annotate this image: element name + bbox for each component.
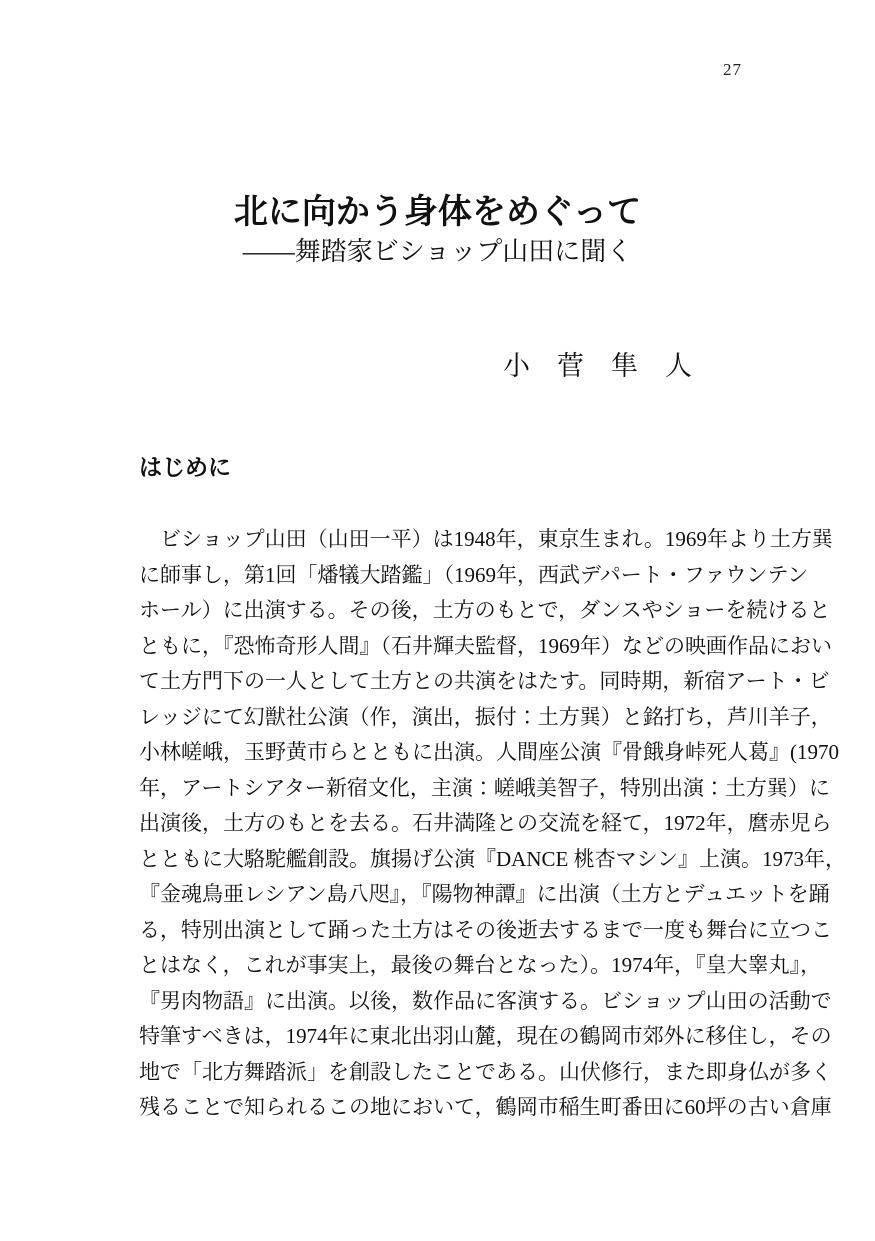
document-title: 北に向かう身体をめぐって xyxy=(233,193,642,231)
body-line: 地で「北方舞踏派」を創設したことである。山伏修行，また即身仏が多く xyxy=(139,1059,832,1084)
body-line: 残ることで知られるこの地において，鶴岡市稲生町番田に60坪の古い倉庫 xyxy=(139,1095,832,1119)
section-heading-hajimeni: はじめに xyxy=(139,454,231,480)
body-line: ともに，『恐怖奇形人間』（石井輝夫監督，1969年）などの映画作品におい xyxy=(139,633,832,658)
body-line: 小林嵯峨，玉野黄市らとともに出演。人間座公演『骨餓身峠死人葛』(1970 xyxy=(139,740,839,764)
body-line: て土方門下の一人として土方との共演をはたす。同時期，新宿アート・ビ xyxy=(139,669,830,693)
body-line: ビショップ山田（山田一平）は1948年，東京生まれ。1969年より土方巽 xyxy=(139,527,833,551)
body-line: とはなく，これが事実上，最後の舞台となった）。1974年，『皇大睾丸』， xyxy=(139,953,822,977)
body-line: ホール）に出演する。その後，土方のもとで，ダンスやショーを続けると xyxy=(139,598,831,622)
body-line: 出演後，土方のもとを去る。石井満隆との交流を経て，1972年，麿赤児ら xyxy=(139,811,832,835)
body-line: レッジにて幻獣社公演（作，演出，振付：土方巽）と銘打ち，芦川羊子， xyxy=(139,704,832,729)
body-line: 年，アートシアター新宿文化，主演：嵯峨美智子，特別出演：土方巽）に xyxy=(139,775,830,800)
body-line: 『男肉物語』に出演。以後，数作品に客演する。ビショップ山田の活動で xyxy=(139,988,832,1013)
body-line: 特筆すべきは，1974年に東北出羽山麓，現在の鶴岡市郊外に移住し，その xyxy=(139,1024,832,1048)
body-line: 『金魂鳥亜レシアン島八咫』，『陽物神譚』に出演（土方とデュエットを踊 xyxy=(139,882,830,906)
body-line: とともに大駱駝艦創設。旗揚げ公演『DANCE 桃杏マシン』上演。1973年， xyxy=(139,846,847,871)
document-subtitle: ――舞踏家ビショップ山田に聞く xyxy=(242,237,633,266)
page-number: 27 xyxy=(723,60,742,79)
body-line: に師事し，第1回「燔犠大踏鑑」（1969年，西武デパート・ファウンテン xyxy=(139,562,809,587)
author-name: 小 菅 隼 人 xyxy=(503,351,692,381)
body-text-block xyxy=(139,522,847,1126)
body-line: る，特別出演として踊った土方はその後逝去するまで一度も舞台に立つこ xyxy=(139,917,832,942)
